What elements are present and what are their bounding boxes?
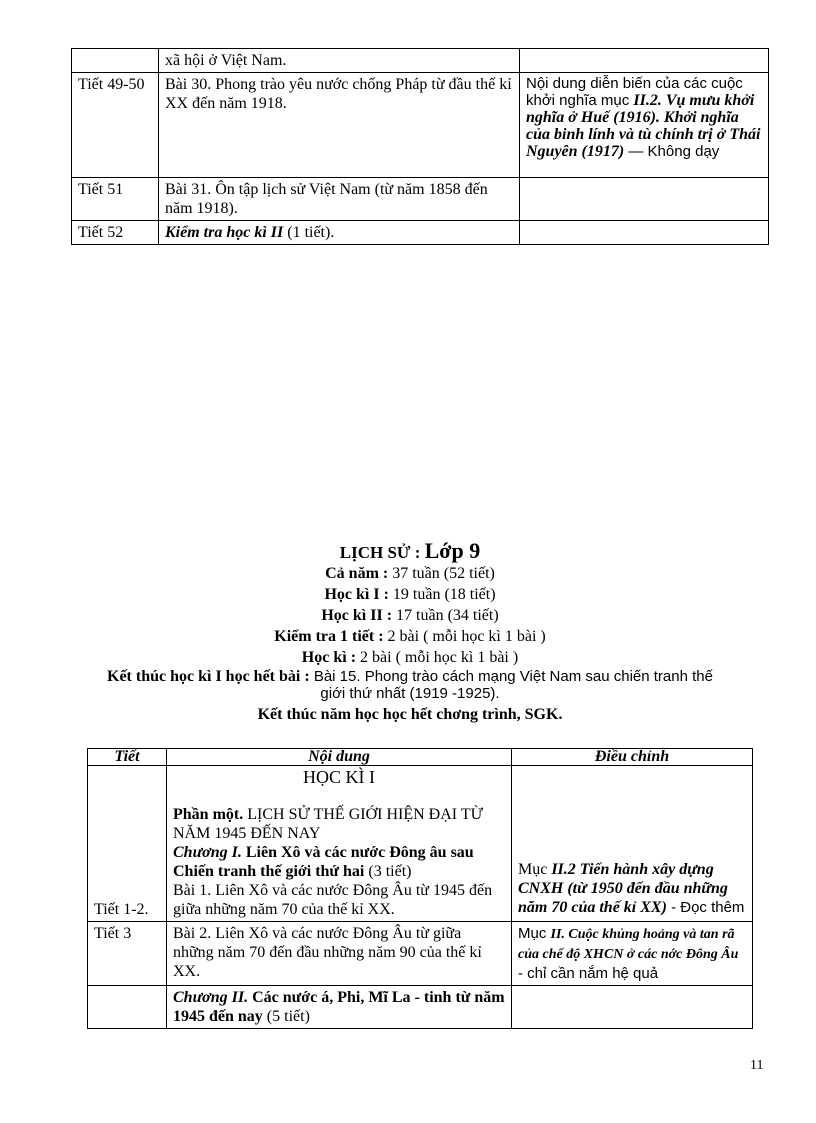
notes-text: Nội dung diễn biến của các cuộc khởi nghĩa mục xyxy=(526,75,743,109)
content-cell xyxy=(167,986,512,1029)
exam-label: Học kì : xyxy=(301,649,357,666)
chapter1-title: Liên Xô và các nước Đông âu sau Chiến tranh thế giới thứ hai xyxy=(173,844,474,880)
notes-text: Mục xyxy=(518,925,551,942)
notes-cell xyxy=(520,178,769,221)
tiet-cell: Tiết 1-2. xyxy=(88,766,167,922)
test-label: Kiểm tra 1 tiết : xyxy=(274,628,384,645)
end-hk1-label: Kết thúc học kì I học hết bài : xyxy=(107,668,310,685)
hk1-value: 19 tuần (18 tiết) xyxy=(388,586,496,603)
content-cell: Bài 30. Phong trào yêu nước chống Pháp từ đầu thế kỉ XX đến năm 1918. xyxy=(159,73,520,178)
table-header-row xyxy=(88,749,753,766)
chapter2-label: Chương II. xyxy=(173,989,249,1006)
column-header-content: Nội dung xyxy=(167,749,512,766)
part-label: Phần một. xyxy=(173,806,244,823)
hk2-label: Học kì II : xyxy=(321,607,393,624)
end-year-line xyxy=(100,704,720,725)
tiet-cell: Tiết 3 xyxy=(88,922,167,986)
part-heading xyxy=(173,805,505,843)
notes-cell xyxy=(520,73,769,178)
chapter2-count: (5 tiết) xyxy=(262,1008,310,1025)
notes-emphasis: II.2. Vụ mưu khởi nghĩa ở Huế (1916). Khởi nghĩa của binh lính và tù chính trị ở Thái Nguyên (1917) xyxy=(526,92,761,160)
hk1-line xyxy=(100,584,720,605)
semester-title: HỌC KÌ I xyxy=(303,767,375,787)
content-cell: xã hội ở Việt Nam. xyxy=(159,49,520,73)
subject-label: LỊCH SỬ : xyxy=(339,543,425,562)
notes-text: Mục xyxy=(518,861,552,878)
notes-cell xyxy=(512,766,753,922)
tiet-cell: Tiết 49-50 xyxy=(72,73,159,178)
table-row xyxy=(72,73,769,178)
exam-line xyxy=(100,647,720,668)
notes-cell xyxy=(520,221,769,245)
table-row xyxy=(88,922,753,986)
tiet-cell: Tiết 51 xyxy=(72,178,159,221)
lesson-text: Bài 1. Liên Xô và các nước Đông Âu từ 1945 đến giữa những năm 70 của thế kỉ XX. xyxy=(173,882,493,918)
end-year-text: Kết thúc năm học học hết chơng trình, SGK. xyxy=(257,706,563,723)
content-cell xyxy=(167,766,512,922)
end-hk1-value: Bài 15. Phong trào cách mạng Việt Nam sau chiến tranh thế giới thứ nhất (1919 -1925). xyxy=(309,668,713,702)
table-row xyxy=(88,986,753,1029)
year-label: Cả năm : xyxy=(325,565,389,582)
exam-suffix: (1 tiết). xyxy=(283,224,335,241)
part-title: LỊCH SỬ THẾ GIỚI HIỆN ĐẠI TỪ NĂM 1945 ĐẾN NAY xyxy=(173,806,483,842)
notes-emphasis: II.2 Tiến hành xây dựng CNXH (từ 1950 đến đầu những năm 70 của thế kỉ XX) xyxy=(518,861,728,916)
content-cell: Bài 31. Ôn tập lịch sử Việt Nam (từ năm 1858 đến năm 1918). xyxy=(159,178,520,221)
exam-label: Kiểm tra học kì II xyxy=(165,224,284,241)
tiet-cell xyxy=(88,986,167,1029)
table-row xyxy=(72,49,769,73)
hk1-label: Học kì I : xyxy=(324,586,389,603)
notes-suffix: - Đọc thêm xyxy=(666,899,745,916)
hk2-value: 17 tuần (34 tiết) xyxy=(392,607,499,624)
subject-title xyxy=(100,540,720,563)
column-header-tiet: Tiết xyxy=(88,749,167,766)
notes-cell xyxy=(512,922,753,986)
grade-label: Lớp 9 xyxy=(424,538,481,563)
column-header-adjustment: Điều chỉnh xyxy=(512,749,753,766)
notes-emphasis: II. Cuộc khủng hoảng và tan rã của chế độ XHCN ở các nớc Đông Âu xyxy=(518,927,739,962)
table-row xyxy=(72,221,769,245)
tiet-cell xyxy=(72,49,159,73)
grade-summary xyxy=(100,540,720,725)
content-cell xyxy=(159,221,520,245)
notes-suffix: - chỉ cần nắm hệ quả xyxy=(518,965,659,982)
exam-value: 2 bài ( mỗi học kì 1 bài ) xyxy=(356,649,519,666)
schedule-table-continued xyxy=(71,48,769,245)
table-row xyxy=(72,178,769,221)
hk2-line xyxy=(100,605,720,626)
test-line xyxy=(100,626,720,647)
end-hk1-line xyxy=(100,668,720,702)
notes-suffix: — Không dạy xyxy=(624,143,720,160)
notes-cell xyxy=(520,49,769,73)
test-value: 2 bài ( mỗi học kì 1 bài ) xyxy=(383,628,546,645)
chapter1-count: (3 tiết) xyxy=(364,863,412,880)
tiet-cell: Tiết 52 xyxy=(72,221,159,245)
chapter1-heading xyxy=(173,843,505,881)
notes-cell xyxy=(512,986,753,1029)
content-cell: Bài 2. Liên Xô và các nước Đông Âu từ giữa những năm 70 đến đầu những năm 90 của thế kỉ XX. xyxy=(167,922,512,986)
chapter2-title: Các nước á, Phi, Mĩ La - tinh từ năm 1945 đến nay xyxy=(173,989,505,1025)
table-row xyxy=(88,766,753,922)
chapter1-label: Chương I. xyxy=(173,844,242,861)
year-line xyxy=(100,563,720,584)
schedule-table xyxy=(87,748,753,1029)
year-value: 37 tuần (52 tiết) xyxy=(388,565,495,582)
page-number: 11 xyxy=(750,1058,764,1073)
